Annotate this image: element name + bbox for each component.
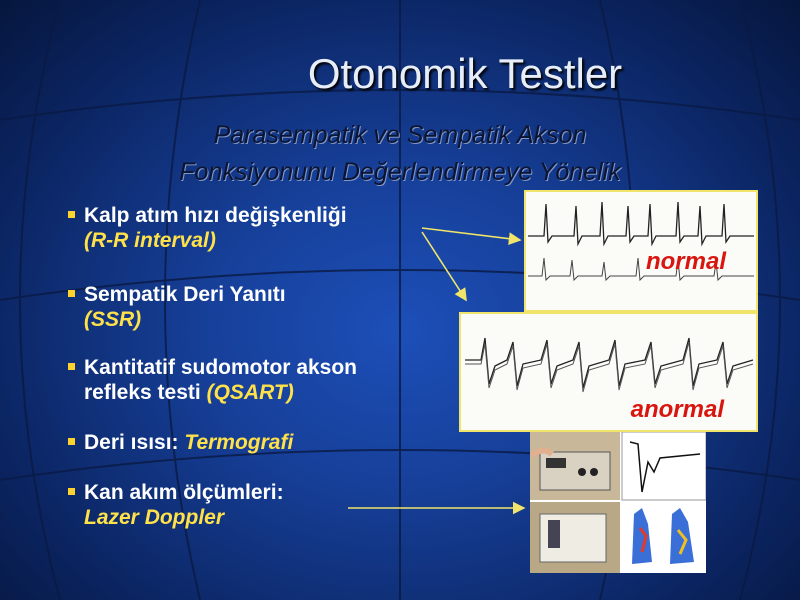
bullet-text: Kalp atım hızı değişkenliği <box>84 204 347 227</box>
bullet-highlight: (R-R interval) <box>84 229 216 252</box>
bullet-highlight: Lazer Doppler <box>84 506 225 529</box>
bullet-text: Deri ısısı: <box>84 431 179 454</box>
bullet-text: Sempatik Deri Yanıtı <box>84 283 286 306</box>
normal-label: normal <box>645 248 726 275</box>
slide-subtitle: Parasempatik ve Sempatik Akson Fonksiyonunu Değerlendirmeye Yönelik <box>179 121 621 186</box>
bullet-text: Kantitatif sudomotor akson <box>84 356 358 379</box>
anormal-label: anormal <box>630 396 724 423</box>
bullet-highlight: (SSR) <box>84 308 142 331</box>
bullet-highlight: (QSART) <box>206 381 294 404</box>
bullet-highlight: Termografi <box>184 431 294 454</box>
bullet-text: refleks testi <box>84 381 201 404</box>
bullet-text: Kan akım ölçümleri: <box>84 481 284 504</box>
slide-title: Otonomik Testler <box>307 50 623 97</box>
